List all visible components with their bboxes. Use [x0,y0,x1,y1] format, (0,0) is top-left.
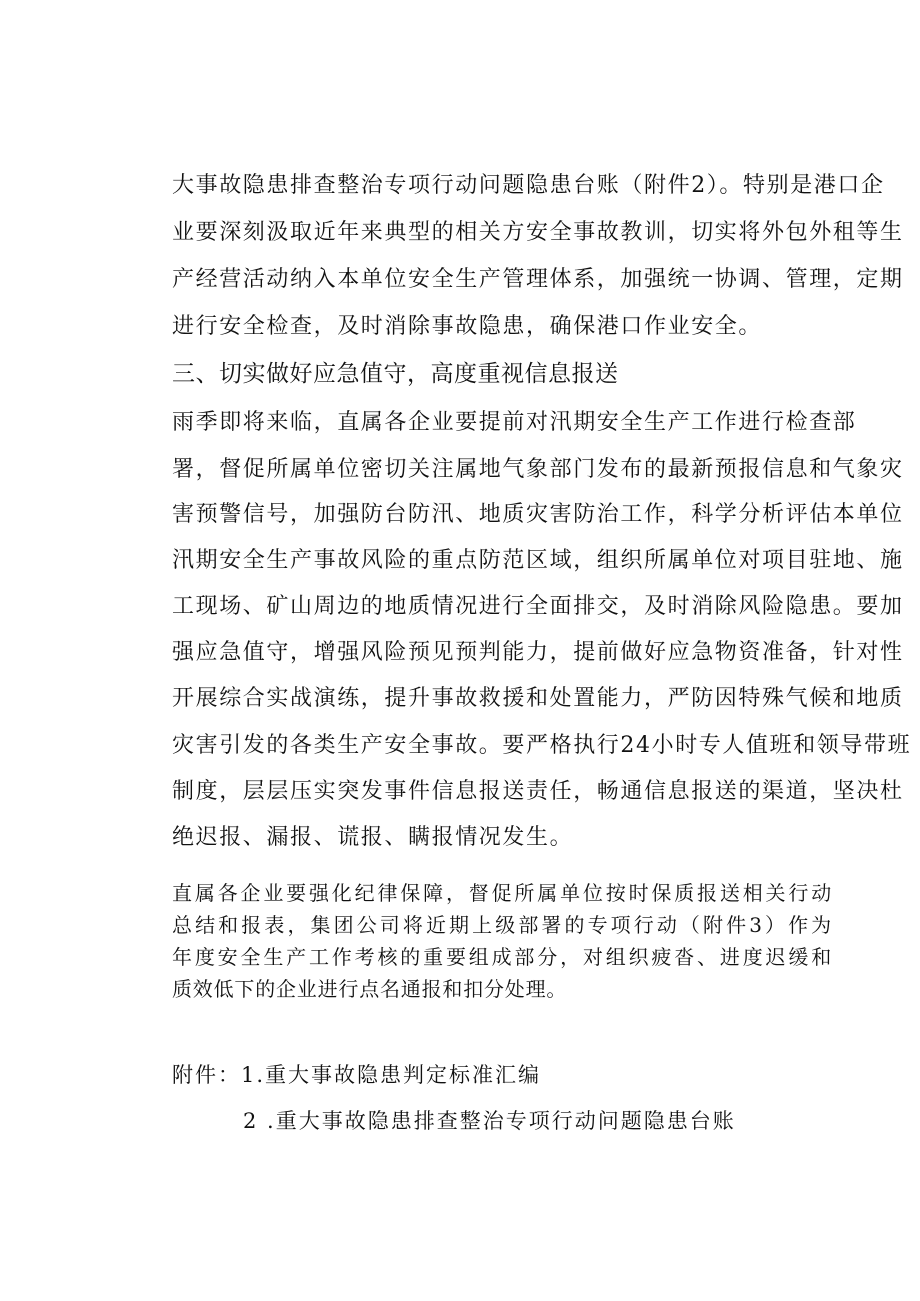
text-line: 开展综合实战演练，提升事故救援和处置能力，严防因特殊气候和地质 [172,686,904,711]
text-line: 进行安全检查，及时消除事故隐患，确保港口作业安全。 [172,314,763,339]
text-line: 直属各企业要强化纪律保障，督促所属单位按时保质报送相关行动 [172,881,832,905]
text-line: 署，督促所属单位密切关注属地气象部门发布的最新预报信息和气象灾 [172,457,904,482]
text-line: 业要深刻汲取近年来典型的相关方安全事故教训，切实将外包外租等生 [172,220,904,245]
text-line: 绝迟报、漏报、谎报、瞒报情况发生。 [172,825,574,850]
attachment-item-1 [172,1060,541,1090]
text-line: 雨季即将来临，直属各企业要提前对汛期安全生产工作进行检查部 [172,410,857,435]
text-line: 总结和报表，集团公司将近期上级部署的专项行动（附件3）作为 [172,913,832,937]
text-line: 灾害引发的各类生产安全事故。要严格执行24小时专人值班和领导带班 [172,733,912,758]
attachment-item-2: 2 .重大事故隐患排查整治专项行动问题隐患台账 [243,1109,736,1133]
text-line: 大事故隐患排查整治专项行动问题隐患台账（附件2）。特别是港口企 [172,173,885,198]
text-line: 年度安全生产工作考核的重要组成部分，对组织疲沓、进度迟缓和 [172,945,832,969]
text-line: 工现场、矿山周边的地质情况进行全面排交，及时消除风险隐患。要加 [172,594,904,619]
text-line: 制度，层层压实突发事件信息报送责任，畅通信息报送的渠道，坚决杜 [172,779,904,804]
attachment-title: 1.重大事故隐患判定标准汇编 [241,1063,542,1087]
text-line: 汛期安全生产事故风险的重点防范区域，组织所属单位对项目驻地、施 [172,548,904,573]
text-line: 产经营活动纳入本单位安全生产管理体系，加强统一协调、管理，定期 [172,267,904,292]
text-line: 质效低下的企业进行点名通报和扣分处理。 [172,977,568,1001]
attachment-label: 附件： [172,1063,241,1087]
text-line: 强应急值守，增强风险预见预判能力，提前做好应急物资准备，针对性 [172,640,904,665]
text-line: 害预警信号，加强防台防汛、地质灾害防治工作，科学分析评估本单位 [172,502,904,527]
section-heading: 三、切实做好应急值守，高度重视信息报送 [172,361,619,387]
